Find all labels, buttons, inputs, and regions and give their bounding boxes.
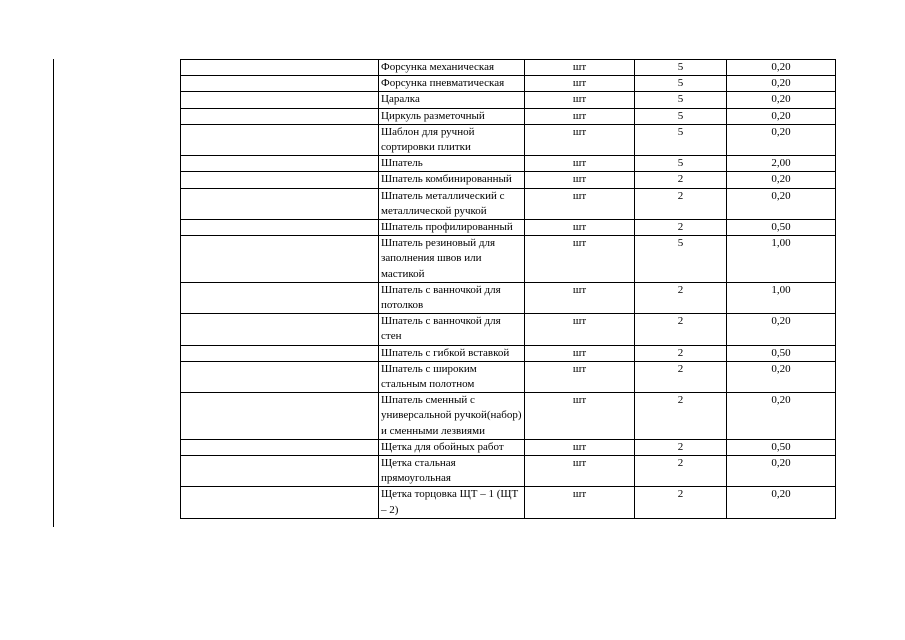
row-blank-cell xyxy=(181,314,379,345)
row-blank-cell xyxy=(181,361,379,392)
tools-table-body xyxy=(181,60,836,519)
unit-cell: шт xyxy=(525,220,635,236)
row-blank-cell xyxy=(181,220,379,236)
norm-cell: 0,20 xyxy=(727,92,836,108)
norm-cell: 0,20 xyxy=(727,487,836,518)
norm-cell: 1,00 xyxy=(727,236,836,283)
unit-cell: шт xyxy=(525,456,635,487)
row-blank-cell xyxy=(181,108,379,124)
table-row xyxy=(181,76,836,92)
quantity-cell: 2 xyxy=(635,393,727,440)
tool-name-cell: Форсунка механическая xyxy=(379,60,525,76)
table-row xyxy=(181,188,836,219)
row-blank-cell xyxy=(181,76,379,92)
quantity-cell: 5 xyxy=(635,76,727,92)
unit-cell: шт xyxy=(525,361,635,392)
norm-cell: 0,20 xyxy=(727,314,836,345)
row-blank-cell xyxy=(181,393,379,440)
unit-cell: шт xyxy=(525,439,635,455)
table-row xyxy=(181,236,836,283)
quantity-cell: 5 xyxy=(635,92,727,108)
table-row xyxy=(181,60,836,76)
norm-cell: 1,00 xyxy=(727,282,836,313)
row-blank-cell xyxy=(181,188,379,219)
row-blank-cell xyxy=(181,60,379,76)
table-row xyxy=(181,439,836,455)
tool-name-cell: Шпатель комбинированный xyxy=(379,172,525,188)
norm-cell: 0,20 xyxy=(727,60,836,76)
unit-cell: шт xyxy=(525,393,635,440)
quantity-cell: 2 xyxy=(635,345,727,361)
page-margin-line xyxy=(53,59,54,527)
unit-cell: шт xyxy=(525,282,635,313)
table-row xyxy=(181,361,836,392)
tool-name-cell: Шпатель профилированный xyxy=(379,220,525,236)
quantity-cell: 5 xyxy=(635,108,727,124)
tool-name-cell: Шаблон для ручной сортировки плитки xyxy=(379,124,525,155)
norm-cell: 0,20 xyxy=(727,361,836,392)
norm-cell: 0,20 xyxy=(727,76,836,92)
row-blank-cell xyxy=(181,236,379,283)
norm-cell: 0,20 xyxy=(727,172,836,188)
tool-name-cell: Шпатель металлический с металлической ручкой xyxy=(379,188,525,219)
table-row xyxy=(181,456,836,487)
table-row xyxy=(181,172,836,188)
unit-cell: шт xyxy=(525,108,635,124)
norm-cell: 0,50 xyxy=(727,220,836,236)
tool-name-cell: Щетка для обойных работ xyxy=(379,439,525,455)
quantity-cell: 2 xyxy=(635,487,727,518)
tool-name-cell: Щетка стальная прямоугольная xyxy=(379,456,525,487)
norm-cell: 0,20 xyxy=(727,456,836,487)
unit-cell: шт xyxy=(525,76,635,92)
table-row xyxy=(181,393,836,440)
quantity-cell: 2 xyxy=(635,172,727,188)
unit-cell: шт xyxy=(525,60,635,76)
norm-cell: 2,00 xyxy=(727,156,836,172)
quantity-cell: 2 xyxy=(635,282,727,313)
table-row xyxy=(181,124,836,155)
row-blank-cell xyxy=(181,345,379,361)
unit-cell: шт xyxy=(525,236,635,283)
table-row xyxy=(181,282,836,313)
unit-cell: шт xyxy=(525,345,635,361)
quantity-cell: 2 xyxy=(635,188,727,219)
row-blank-cell xyxy=(181,156,379,172)
norm-cell: 0,50 xyxy=(727,345,836,361)
unit-cell: шт xyxy=(525,314,635,345)
tool-name-cell: Шпатель с ванночкой для стен xyxy=(379,314,525,345)
tool-name-cell: Циркуль разметочный xyxy=(379,108,525,124)
norm-cell: 0,20 xyxy=(727,188,836,219)
row-blank-cell xyxy=(181,172,379,188)
row-blank-cell xyxy=(181,92,379,108)
unit-cell: шт xyxy=(525,188,635,219)
unit-cell: шт xyxy=(525,156,635,172)
quantity-cell: 5 xyxy=(635,124,727,155)
tool-name-cell: Царалка xyxy=(379,92,525,108)
quantity-cell: 2 xyxy=(635,361,727,392)
row-blank-cell xyxy=(181,124,379,155)
row-blank-cell xyxy=(181,487,379,518)
tool-name-cell: Шпатель резиновый для заполнения швов или мастикой xyxy=(379,236,525,283)
tools-table xyxy=(180,59,836,519)
quantity-cell: 2 xyxy=(635,456,727,487)
table-row xyxy=(181,220,836,236)
norm-cell: 0,20 xyxy=(727,124,836,155)
norm-cell: 0,50 xyxy=(727,439,836,455)
table-row xyxy=(181,108,836,124)
quantity-cell: 2 xyxy=(635,439,727,455)
tool-name-cell: Шпатель сменный с универсальной ручкой(набор) и сменными лезвиями xyxy=(379,393,525,440)
tool-name-cell: Форсунка пневматическая xyxy=(379,76,525,92)
row-blank-cell xyxy=(181,456,379,487)
quantity-cell: 5 xyxy=(635,156,727,172)
tool-name-cell: Шпатель xyxy=(379,156,525,172)
quantity-cell: 5 xyxy=(635,236,727,283)
unit-cell: шт xyxy=(525,92,635,108)
table-row xyxy=(181,345,836,361)
tool-name-cell: Шпатель с гибкой вставкой xyxy=(379,345,525,361)
unit-cell: шт xyxy=(525,487,635,518)
tool-name-cell: Шпатель с ванночкой для потолков xyxy=(379,282,525,313)
table-row xyxy=(181,487,836,518)
row-blank-cell xyxy=(181,282,379,313)
quantity-cell: 5 xyxy=(635,60,727,76)
norm-cell: 0,20 xyxy=(727,108,836,124)
norm-cell: 0,20 xyxy=(727,393,836,440)
table-row xyxy=(181,156,836,172)
quantity-cell: 2 xyxy=(635,220,727,236)
tool-name-cell: Шпатель с широким стальным полотном xyxy=(379,361,525,392)
tool-name-cell: Щетка торцовка ЩТ – 1 (ЩТ – 2) xyxy=(379,487,525,518)
quantity-cell: 2 xyxy=(635,314,727,345)
table-row xyxy=(181,92,836,108)
unit-cell: шт xyxy=(525,172,635,188)
row-blank-cell xyxy=(181,439,379,455)
unit-cell: шт xyxy=(525,124,635,155)
table-row xyxy=(181,314,836,345)
